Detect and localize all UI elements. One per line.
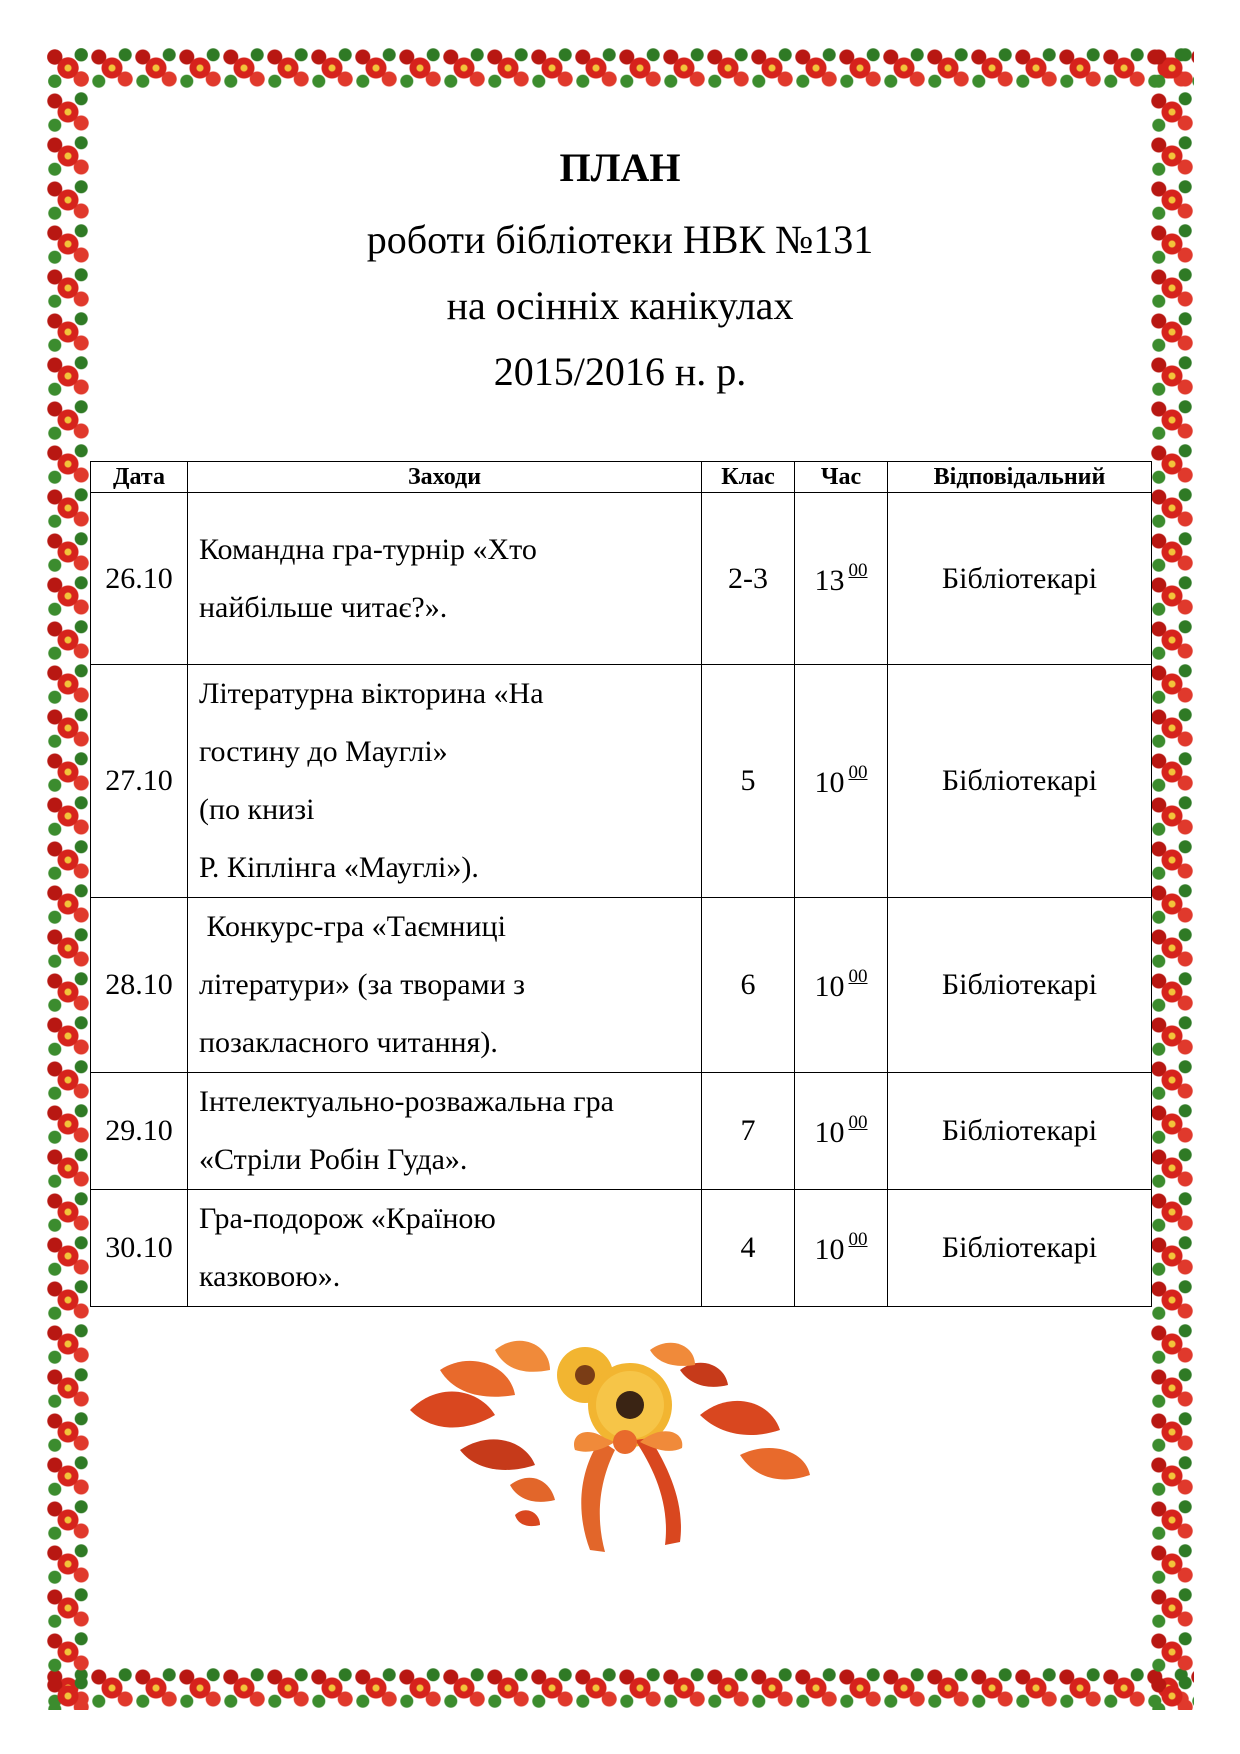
cell-responsible: Бібліотекарі — [888, 1073, 1152, 1190]
poinsettia-border-bottom-icon — [46, 1666, 1194, 1710]
event-line: гостину до Мауглі» — [199, 735, 448, 768]
document-subtitle-library: роботи бібліотеки НВК №131 — [366, 217, 874, 262]
event-line: Командна гра-турнір «Хто — [199, 532, 537, 566]
poinsettia-border-top-icon — [46, 46, 1194, 90]
header-responsible: Відповідальний — [888, 462, 1152, 493]
cell-event — [188, 493, 702, 665]
time-minutes: 00 — [848, 1112, 868, 1133]
cell-date: 29.10 — [91, 1073, 188, 1190]
header-class: Клас — [702, 462, 795, 493]
cell-time — [795, 493, 888, 665]
time-minutes: 00 — [848, 966, 868, 987]
event-line: позакласного читання). — [199, 1026, 498, 1059]
poinsettia-border-left-icon — [46, 46, 90, 1710]
cell-class: 2-3 — [702, 493, 795, 665]
cell-responsible: Бібліотекарі — [888, 1190, 1152, 1307]
time-hour: 10 — [814, 970, 845, 1003]
cell-class: 4 — [702, 1190, 795, 1307]
table-row — [91, 1073, 1152, 1190]
event-line: Конкурс-гра «Таємниці — [199, 910, 506, 943]
time-hour: 10 — [814, 1233, 845, 1266]
table-row — [91, 898, 1152, 1073]
cell-date: 26.10 — [91, 493, 188, 665]
time-minutes: 00 — [848, 1229, 868, 1250]
event-line: Інтелектуально-розважальна гра — [199, 1085, 614, 1118]
time-minutes: 00 — [848, 762, 868, 783]
event-line: «Стріли Робін Гуда». — [199, 1143, 468, 1176]
document-subtitle-school-year: 2015/2016 н. р. — [493, 349, 747, 394]
cell-class: 7 — [702, 1073, 795, 1190]
document-title: ПЛАН — [559, 145, 681, 190]
cell-responsible: Бібліотекарі — [888, 665, 1152, 898]
cell-date: 30.10 — [91, 1190, 188, 1307]
event-line: Гра-подорож «Країною — [199, 1202, 496, 1235]
header-date: Дата — [91, 462, 188, 493]
event-line: найбільше читає?». — [199, 590, 448, 624]
cell-time — [795, 898, 888, 1073]
document-subtitle-holidays: на осінніх канікулах — [446, 283, 794, 328]
event-line: (по книзі — [199, 793, 315, 826]
cell-event — [188, 1190, 702, 1307]
event-line: казковою». — [199, 1260, 341, 1293]
time-hour: 10 — [814, 1116, 845, 1149]
header-time: Час — [795, 462, 888, 493]
cell-class: 6 — [702, 898, 795, 1073]
autumn-leaves-bouquet-icon — [400, 1320, 840, 1570]
cell-responsible: Бібліотекарі — [888, 898, 1152, 1073]
table-row — [91, 665, 1152, 898]
poinsettia-border-right-icon — [1150, 46, 1194, 1710]
header-event: Заходи — [188, 462, 702, 493]
time-hour: 10 — [814, 766, 845, 799]
table-row — [91, 1190, 1152, 1307]
cell-event — [188, 665, 702, 898]
event-line: літератури» (за творами з — [199, 968, 525, 1001]
cell-responsible: Бібліотекарі — [888, 493, 1152, 665]
cell-time — [795, 665, 888, 898]
cell-event — [188, 1073, 702, 1190]
document-header — [120, 140, 1120, 394]
plan-table — [90, 461, 1152, 1307]
cell-date: 27.10 — [91, 665, 188, 898]
cell-time — [795, 1073, 888, 1190]
cell-class: 5 — [702, 665, 795, 898]
table-row — [91, 493, 1152, 665]
event-line: Літературна вікторина «На — [199, 677, 544, 710]
cell-date: 28.10 — [91, 898, 188, 1073]
cell-time — [795, 1190, 888, 1307]
time-minutes: 00 — [848, 559, 868, 581]
table-header-row — [91, 462, 1152, 493]
time-hour: 13 — [814, 563, 845, 597]
event-line: Р. Кіплінга «Мауглі»). — [199, 851, 479, 884]
cell-event — [188, 898, 702, 1073]
